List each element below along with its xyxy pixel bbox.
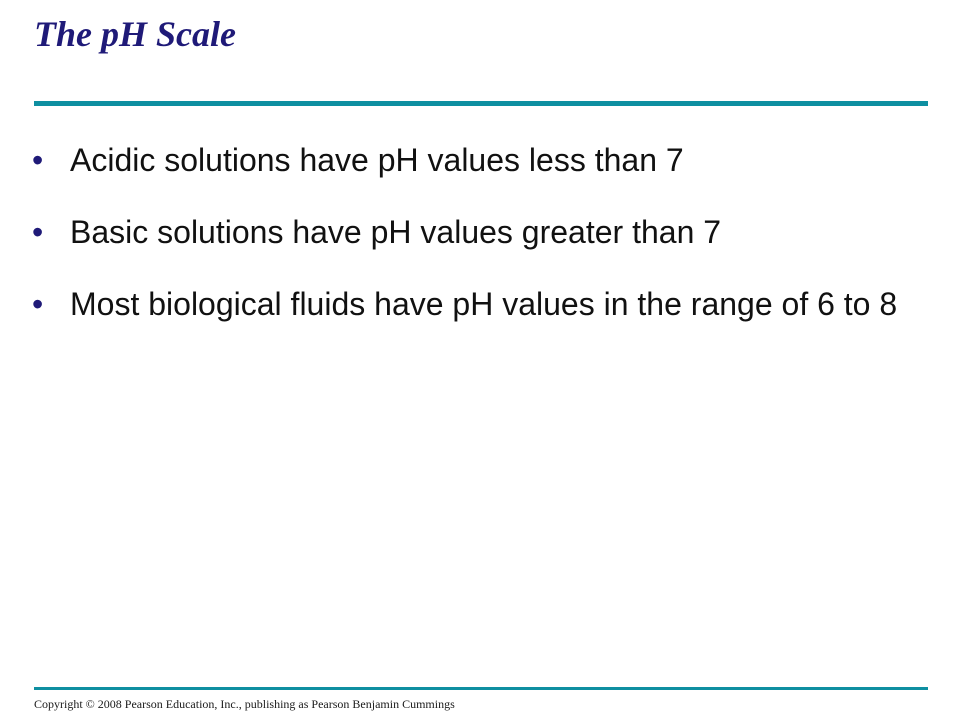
title-divider xyxy=(34,101,928,106)
footer-divider xyxy=(34,687,928,690)
copyright-notice: Copyright © 2008 Pearson Education, Inc., publishing as Pearson Benjamin Cummings xyxy=(34,697,455,711)
bullet-marker: • xyxy=(32,142,44,178)
bullet-text: Most biological fluids have pH values in the range of 6 to 8 xyxy=(70,286,898,322)
bullet-text: Basic solutions have pH values greater than 7 xyxy=(70,214,722,250)
bullet-text: Acidic solutions have pH values less than 7 xyxy=(70,142,684,178)
bullet-item-biological-fluids xyxy=(32,284,912,324)
bullet-item-acidic xyxy=(32,140,912,180)
bullet-list xyxy=(32,140,912,356)
bullet-marker: • xyxy=(32,286,44,322)
bullet-item-basic xyxy=(32,212,912,252)
bullet-marker: • xyxy=(32,214,44,250)
slide-title: The pH Scale xyxy=(34,14,236,54)
